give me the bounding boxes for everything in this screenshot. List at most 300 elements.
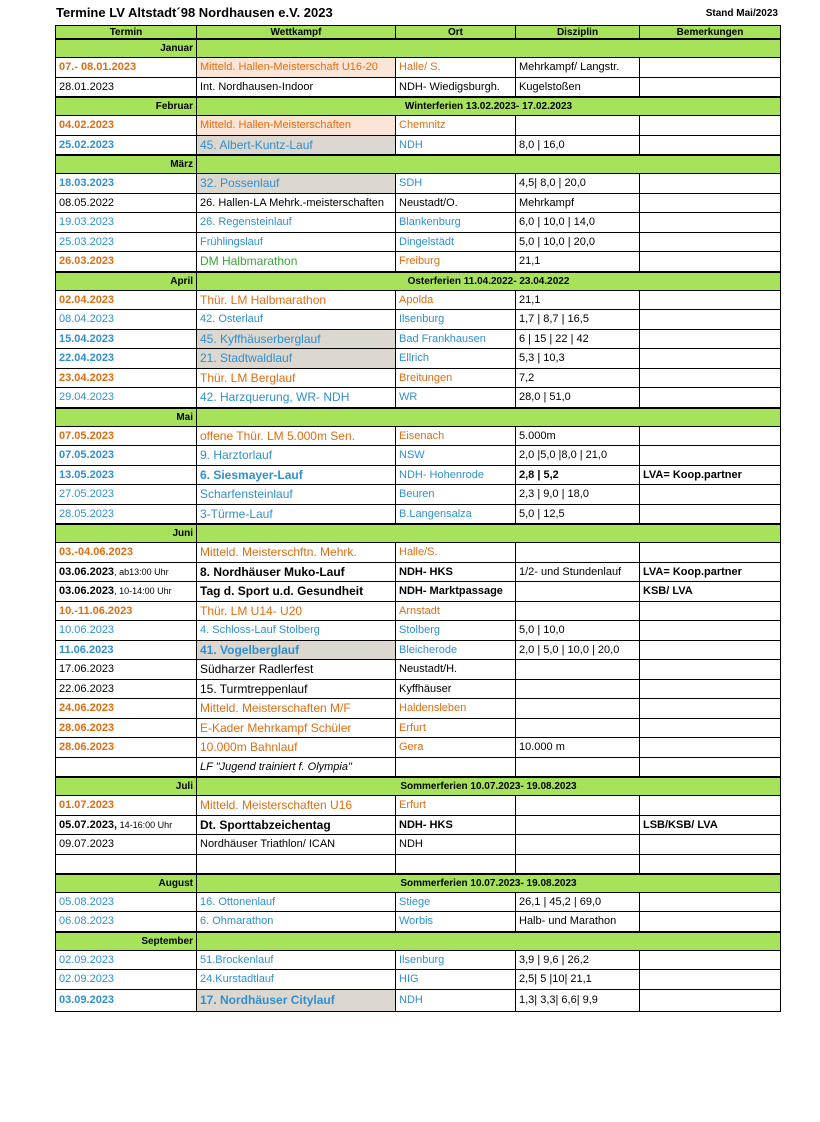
event-date-cell — [56, 310, 197, 330]
event-discipline — [516, 718, 640, 738]
document-title: Termine LV Altstadt´98 Nordhausen e.V. 2023 — [56, 5, 333, 20]
event-date-cell — [56, 796, 197, 816]
event-date: 05.07.2023, — [59, 818, 118, 831]
event-time-note: , 10-14:00 Uhr — [114, 586, 172, 597]
event-row — [56, 582, 781, 602]
event-row — [56, 349, 781, 369]
event-place: NSW — [396, 446, 516, 466]
month-row — [56, 874, 781, 893]
month-name: Juni — [56, 524, 197, 543]
event-name: Thür. LM Berglauf — [197, 368, 396, 388]
month-row — [56, 97, 781, 116]
event-remark — [640, 699, 781, 719]
event-date: 22.04.2023 — [59, 352, 115, 365]
event-discipline: 5,0 | 10,0 | 20,0 — [516, 232, 640, 252]
event-remark — [640, 601, 781, 621]
event-remark — [640, 213, 781, 233]
event-remark — [640, 679, 781, 699]
event-remark — [640, 58, 781, 78]
event-place: Bad Frankhausen — [396, 329, 516, 349]
event-remark: LSB/KSB/ LVA — [640, 815, 781, 835]
event-date-cell — [56, 640, 197, 660]
empty-cell — [640, 854, 781, 874]
event-remark — [640, 738, 781, 758]
event-row — [56, 426, 781, 446]
event-date: 10.-11.06.2023 — [59, 604, 133, 617]
event-row — [56, 912, 781, 932]
stand-date: Stand Mai/2023 — [705, 8, 778, 19]
event-name: 42. Osterlauf — [197, 310, 396, 330]
event-place: Erfurt — [396, 796, 516, 816]
event-discipline — [516, 815, 640, 835]
event-place: Worbis — [396, 912, 516, 932]
event-name: 4. Schloss-Lauf Stolberg — [197, 621, 396, 641]
month-row — [56, 155, 781, 174]
event-discipline: 6,0 | 10,0 | 14,0 — [516, 213, 640, 233]
empty-row — [56, 854, 781, 874]
column-header-bemerkungen: Bemerkungen — [640, 26, 781, 40]
event-place: Ilsenburg — [396, 950, 516, 970]
event-date: 24.06.2023 — [59, 702, 115, 715]
event-remark — [640, 446, 781, 466]
event-place: Halle/ S. — [396, 58, 516, 78]
event-name: 26. Regensteinlauf — [197, 213, 396, 233]
holiday-note — [197, 39, 781, 58]
schedule-body — [56, 39, 781, 1011]
event-date-cell — [56, 892, 197, 912]
event-date: 15.04.2023 — [59, 332, 115, 345]
event-discipline: Mehrkampf — [516, 193, 640, 213]
event-name: 15. Turmtreppenlauf — [197, 679, 396, 699]
event-row — [56, 950, 781, 970]
event-discipline: 8,0 | 16,0 — [516, 135, 640, 155]
event-date-cell — [56, 135, 197, 155]
event-discipline — [516, 835, 640, 855]
event-row — [56, 621, 781, 641]
month-name: Juli — [56, 777, 197, 796]
event-place: SDH — [396, 174, 516, 194]
event-date-cell — [56, 368, 197, 388]
event-date-cell — [56, 815, 197, 835]
event-date-cell — [56, 116, 197, 136]
event-date: 19.03.2023 — [59, 216, 115, 229]
event-discipline: 6 | 15 | 22 | 42 — [516, 329, 640, 349]
event-date: 27.05.2023 — [59, 488, 115, 501]
column-header-termin: Termin — [56, 26, 197, 40]
event-remark: LVA= Koop.partner — [640, 562, 781, 582]
event-date: 23.04.2023 — [59, 371, 115, 384]
event-discipline — [516, 601, 640, 621]
event-discipline: 2,5| 5 |10| 21,1 — [516, 970, 640, 990]
event-name: offene Thür. LM 5.000m Sen. — [197, 426, 396, 446]
empty-cell — [197, 854, 396, 874]
event-date-cell — [56, 465, 197, 485]
event-discipline: 28,0 | 51,0 — [516, 388, 640, 408]
event-remark — [640, 193, 781, 213]
event-date-cell — [56, 485, 197, 505]
event-name: Thür. LM U14- U20 — [197, 601, 396, 621]
event-discipline: Halb- und Marathon — [516, 912, 640, 932]
event-time-note: 14-16:00 Uhr — [117, 819, 173, 830]
event-row — [56, 329, 781, 349]
schedule-table — [55, 25, 781, 1012]
event-row — [56, 368, 781, 388]
event-row — [56, 465, 781, 485]
holiday-note: Winterferien 13.02.2023- 17.02.2023 — [197, 97, 781, 116]
event-discipline: 5,0 | 12,5 — [516, 504, 640, 524]
event-date-cell — [56, 738, 197, 758]
event-place: Ellrich — [396, 349, 516, 369]
event-row — [56, 970, 781, 990]
event-name: Mitteld. Meisterschaften U16 — [197, 796, 396, 816]
event-row — [56, 892, 781, 912]
event-date-cell — [56, 718, 197, 738]
event-name: 6. Ohmarathon — [197, 912, 396, 932]
event-date: 29.04.2023 — [59, 391, 115, 404]
event-date-cell — [56, 970, 197, 990]
event-discipline — [516, 116, 640, 136]
event-row — [56, 252, 781, 272]
event-row — [56, 116, 781, 136]
event-discipline: 5.000m — [516, 426, 640, 446]
event-name: 17. Nordhäuser Citylauf — [197, 989, 396, 1011]
event-date-cell — [56, 621, 197, 641]
event-row — [56, 738, 781, 758]
event-remark — [640, 252, 781, 272]
empty-cell — [396, 854, 516, 874]
event-date: 25.02.2023 — [59, 138, 115, 151]
event-discipline — [516, 679, 640, 699]
event-date: 08.05.2022 — [59, 196, 115, 209]
event-row — [56, 290, 781, 310]
month-row — [56, 777, 781, 796]
event-name: Mitteld. Hallen-Meisterschaft U16-20 — [197, 58, 396, 78]
event-row — [56, 718, 781, 738]
event-name: 10.000m Bahnlauf — [197, 738, 396, 758]
event-date-cell — [56, 679, 197, 699]
event-discipline: 1,7 | 8,7 | 16,5 — [516, 310, 640, 330]
event-discipline: 21,1 — [516, 252, 640, 272]
event-place: Dingelstädt — [396, 232, 516, 252]
event-name: Dt. Sporttabzeichentag — [197, 815, 396, 835]
event-place: Kyffhäuser — [396, 679, 516, 699]
event-place: NDH — [396, 989, 516, 1011]
month-name: August — [56, 874, 197, 893]
column-header-disziplin: Disziplin — [516, 26, 640, 40]
event-row — [56, 989, 781, 1011]
event-date: 05.08.2023 — [59, 895, 115, 908]
event-place: Neustadt/H. — [396, 660, 516, 680]
event-date-cell — [56, 699, 197, 719]
event-row — [56, 135, 781, 155]
event-place: Eisenach — [396, 426, 516, 446]
event-name: Mitteld. Hallen-Meisterschaften — [197, 116, 396, 136]
event-place: Freiburg — [396, 252, 516, 272]
event-remark — [640, 989, 781, 1011]
month-row — [56, 524, 781, 543]
event-discipline: 26,1 | 45,2 | 69,0 — [516, 892, 640, 912]
holiday-note: Sommerferien 10.07.2023- 19.08.2023 — [197, 874, 781, 893]
event-discipline: 3,9 | 9,6 | 26,2 — [516, 950, 640, 970]
event-place: WR — [396, 388, 516, 408]
event-date-cell — [56, 232, 197, 252]
event-name: Int. Nordhausen-Indoor — [197, 77, 396, 97]
event-row — [56, 679, 781, 699]
event-date-cell — [56, 58, 197, 78]
event-remark — [640, 174, 781, 194]
event-place: NDH- Marktpassage — [396, 582, 516, 602]
event-row — [56, 174, 781, 194]
event-date-cell — [56, 174, 197, 194]
event-date-cell — [56, 446, 197, 466]
event-date: 28.06.2023 — [59, 721, 115, 734]
event-remark — [640, 970, 781, 990]
event-place: Apolda — [396, 290, 516, 310]
event-remark — [640, 116, 781, 136]
event-remark — [640, 950, 781, 970]
event-discipline: Kugelstoßen — [516, 77, 640, 97]
column-header-ort: Ort — [396, 26, 516, 40]
event-place: NDH- Hohenrode — [396, 465, 516, 485]
event-date: 28.05.2023 — [59, 507, 115, 520]
event-date: 08.04.2023 — [59, 313, 115, 326]
event-date-cell — [56, 543, 197, 563]
event-row — [56, 504, 781, 524]
event-place: Chemnitz — [396, 116, 516, 136]
event-row — [56, 815, 781, 835]
event-place: B.Langensalza — [396, 504, 516, 524]
event-date: 02.09.2023 — [59, 953, 115, 966]
event-place: NDH- HKS — [396, 815, 516, 835]
event-name: 42. Harzquerung, WR- NDH — [197, 388, 396, 408]
event-date-cell — [56, 252, 197, 272]
event-place: NDH — [396, 135, 516, 155]
event-date: 02.04.2023 — [59, 293, 115, 306]
event-remark — [640, 368, 781, 388]
month-row — [56, 272, 781, 291]
event-place: Bleicherode — [396, 640, 516, 660]
event-row — [56, 77, 781, 97]
event-remark — [640, 640, 781, 660]
event-date: 22.06.2023 — [59, 682, 115, 695]
event-place: NDH — [396, 835, 516, 855]
event-date-cell — [56, 290, 197, 310]
event-place: HIG — [396, 970, 516, 990]
event-row — [56, 58, 781, 78]
event-remark — [640, 543, 781, 563]
event-place: Haldensleben — [396, 699, 516, 719]
event-row — [56, 193, 781, 213]
event-remark — [640, 329, 781, 349]
event-row — [56, 601, 781, 621]
month-name: März — [56, 155, 197, 174]
event-row — [56, 232, 781, 252]
event-discipline — [516, 660, 640, 680]
event-date: 07.- 08.01.2023 — [59, 61, 137, 74]
event-row — [56, 796, 781, 816]
event-date-cell — [56, 426, 197, 446]
event-name: E-Kader Mehrkampf Schüler — [197, 718, 396, 738]
event-date: 03.09.2023 — [59, 994, 115, 1006]
event-remark — [640, 835, 781, 855]
event-remark — [640, 912, 781, 932]
event-remark — [640, 349, 781, 369]
month-name: September — [56, 932, 197, 951]
event-place: Beuren — [396, 485, 516, 505]
month-row — [56, 408, 781, 427]
event-discipline: 21,1 — [516, 290, 640, 310]
event-row — [56, 543, 781, 563]
event-remark — [640, 660, 781, 680]
event-date: 25.03.2023 — [59, 235, 115, 248]
event-remark — [640, 388, 781, 408]
month-name: Januar — [56, 39, 197, 58]
event-date-cell — [56, 912, 197, 932]
event-remark — [640, 485, 781, 505]
event-remark — [640, 757, 781, 777]
event-name: Tag d. Sport u.d. Gesundheit — [197, 582, 396, 602]
event-name: 6. Siesmayer-Lauf — [197, 465, 396, 485]
event-date: 01.07.2023 — [59, 799, 115, 812]
month-row — [56, 932, 781, 951]
month-name: Februar — [56, 97, 197, 116]
event-date-cell — [56, 660, 197, 680]
event-discipline: 2,0 |5,0 |8,0 | 21,0 — [516, 446, 640, 466]
event-date: 10.06.2023 — [59, 624, 115, 637]
event-name: Nordhäuser Triathlon/ ICAN — [197, 835, 396, 855]
event-place: Arnstadt — [396, 601, 516, 621]
event-time-note: , ab13:00 Uhr — [114, 566, 169, 577]
event-name: Mitteld. Meisterschftn. Mehrk. — [197, 543, 396, 563]
holiday-note — [197, 408, 781, 427]
event-remark — [640, 796, 781, 816]
holiday-note: Osterferien 11.04.2022- 23.04.2022 — [197, 272, 781, 291]
event-place: Stolberg — [396, 621, 516, 641]
event-name: DM Halbmarathon — [197, 252, 396, 272]
event-row — [56, 446, 781, 466]
event-name: Südharzer Radlerfest — [197, 660, 396, 680]
holiday-note — [197, 155, 781, 174]
holiday-note: Sommerferien 10.07.2023- 19.08.2023 — [197, 777, 781, 796]
event-remark — [640, 426, 781, 446]
event-date: 17.06.2023 — [59, 663, 115, 676]
event-discipline: 4,5| 8,0 | 20,0 — [516, 174, 640, 194]
event-row — [56, 835, 781, 855]
holiday-note — [197, 524, 781, 543]
event-discipline: 1/2- und Stundenlauf — [516, 562, 640, 582]
table-header-row — [56, 26, 781, 40]
event-row — [56, 757, 781, 777]
event-date: 28.06.2023 — [59, 741, 115, 754]
event-discipline — [516, 699, 640, 719]
event-remark: LVA= Koop.partner — [640, 465, 781, 485]
event-row — [56, 699, 781, 719]
event-place: Stiege — [396, 892, 516, 912]
month-name: Mai — [56, 408, 197, 427]
event-name: 21. Stadtwaldlauf — [197, 349, 396, 369]
event-date: 28.01.2023 — [59, 80, 115, 93]
event-date-cell — [56, 757, 197, 777]
event-name: Mitteld. Meisterschaften M/F — [197, 699, 396, 719]
event-date-cell — [56, 329, 197, 349]
event-discipline — [516, 543, 640, 563]
event-discipline: 10.000 m — [516, 738, 640, 758]
event-discipline — [516, 757, 640, 777]
event-row — [56, 388, 781, 408]
event-remark — [640, 718, 781, 738]
event-discipline: 2,0 | 5,0 | 10,0 | 20,0 — [516, 640, 640, 660]
event-row — [56, 310, 781, 330]
event-name: Scharfensteinlauf — [197, 485, 396, 505]
event-name: 24.Kurstadtlauf — [197, 970, 396, 990]
event-discipline: 1,3| 3,3| 6,6| 9,9 — [516, 989, 640, 1011]
event-date: 18.03.2023 — [59, 177, 115, 190]
event-row — [56, 485, 781, 505]
event-discipline: 5,3 | 10,3 — [516, 349, 640, 369]
event-place: Halle/S. — [396, 543, 516, 563]
month-name: April — [56, 272, 197, 291]
event-row — [56, 562, 781, 582]
event-date: 02.09.2023 — [59, 973, 115, 986]
event-row — [56, 660, 781, 680]
event-date-cell — [56, 349, 197, 369]
event-discipline: 2,8 | 5,2 — [516, 465, 640, 485]
event-name: Thür. LM Halbmarathon — [197, 290, 396, 310]
event-date-cell — [56, 582, 197, 602]
event-place — [396, 757, 516, 777]
event-date-cell — [56, 835, 197, 855]
event-remark — [640, 135, 781, 155]
event-place: Ilsenburg — [396, 310, 516, 330]
event-date: 07.05.2023 — [59, 449, 115, 462]
event-date: 07.05.2023 — [59, 429, 115, 442]
event-discipline: 5,0 | 10,0 — [516, 621, 640, 641]
event-date: 03.-04.06.2023 — [59, 546, 134, 559]
event-place: Gera — [396, 738, 516, 758]
empty-cell — [56, 854, 197, 874]
event-name: 9. Harztorlauf — [197, 446, 396, 466]
event-discipline — [516, 796, 640, 816]
event-remark — [640, 892, 781, 912]
event-date-cell — [56, 213, 197, 233]
event-place: Blankenburg — [396, 213, 516, 233]
event-name: 3-Türme-Lauf — [197, 504, 396, 524]
event-name: LF "Jugend trainiert f. Olympia" — [197, 757, 396, 777]
event-name: 32. Possenlauf — [197, 174, 396, 194]
event-date-cell — [56, 388, 197, 408]
event-date: 09.07.2023 — [59, 838, 115, 851]
event-date-cell — [56, 193, 197, 213]
event-date-cell — [56, 77, 197, 97]
event-remark — [640, 290, 781, 310]
event-name: 41. Vogelberglauf — [197, 640, 396, 660]
empty-cell — [516, 854, 640, 874]
event-remark — [640, 504, 781, 524]
event-place: NDH- HKS — [396, 562, 516, 582]
event-date: 06.08.2023 — [59, 915, 115, 928]
event-place: Breitungen — [396, 368, 516, 388]
event-remark — [640, 621, 781, 641]
event-name: 16. Ottonenlauf — [197, 892, 396, 912]
event-place: Neustadt/O. — [396, 193, 516, 213]
event-place: Erfurt — [396, 718, 516, 738]
event-remark — [640, 310, 781, 330]
event-remark — [640, 77, 781, 97]
event-date-cell — [56, 562, 197, 582]
event-discipline: 7,2 — [516, 368, 640, 388]
event-date: 04.02.2023 — [59, 119, 115, 132]
event-name: 45. Kyffhäuserberglauf — [197, 329, 396, 349]
